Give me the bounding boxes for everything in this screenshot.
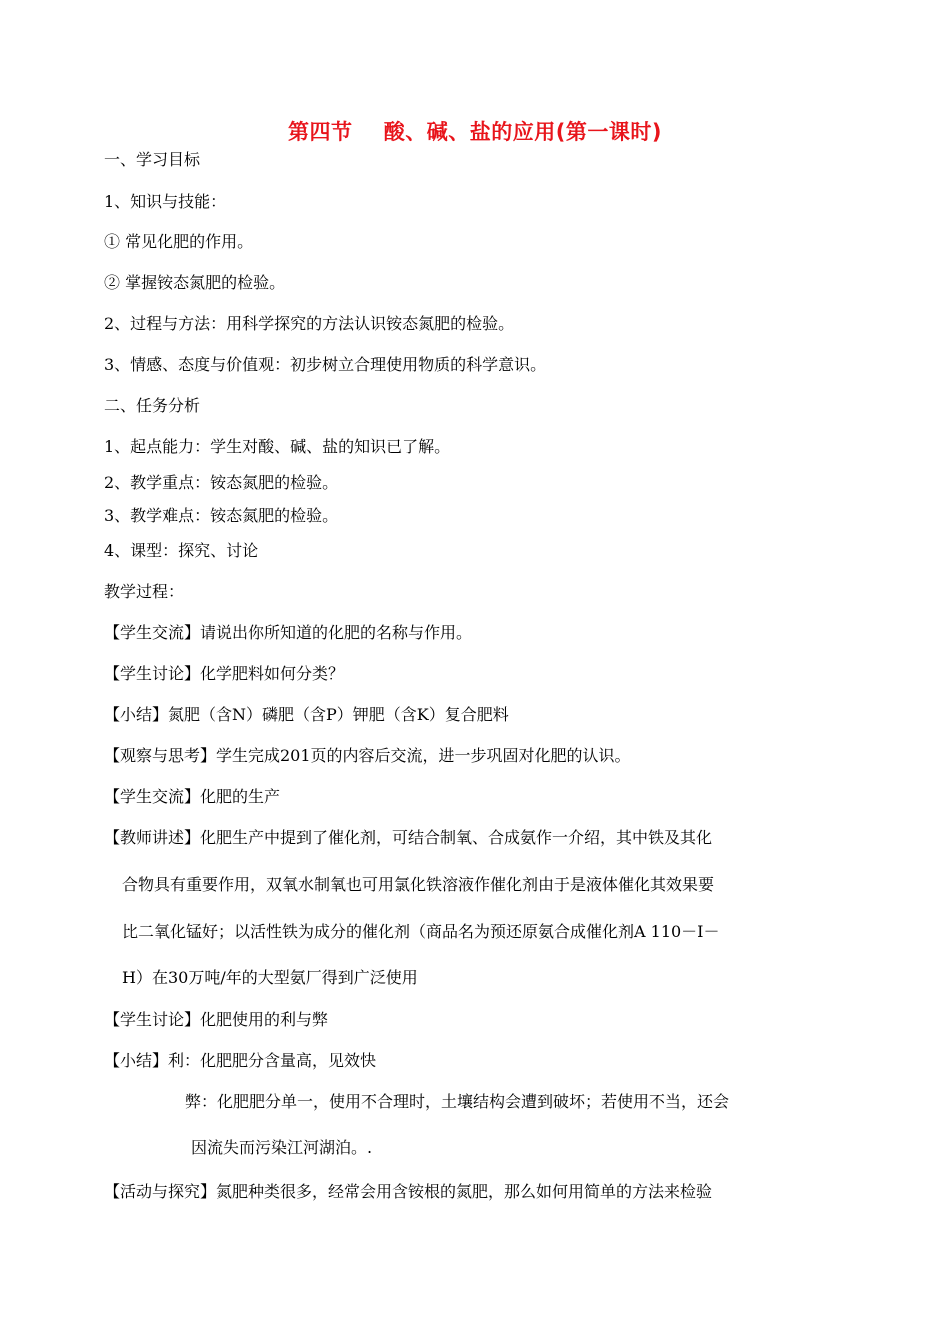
step-summary-pros: 【小结】利：化肥肥分含量高，见效快	[104, 1051, 377, 1070]
objective-knowledge-skills: 1、知识与技能：	[104, 192, 227, 211]
step-student-exchange: 【学生交流】请说出你所知道的化肥的名称与作用。	[104, 623, 473, 642]
summary-cons: 弊：化肥肥分单一，使用不合理时，土壤结构会遭到破坏；若使用不当，还会	[185, 1092, 730, 1111]
step-summary: 【小结】氮肥（含N）磷肥（含P）钾肥（含K）复合肥料	[104, 705, 509, 724]
teacher-narration-cont-3: H）在30万吨/年的大型氨厂得到广泛使用	[122, 968, 418, 987]
task-lesson-type: 4、课型：探究、讨论	[104, 541, 259, 560]
teaching-process-heading: 教学过程：	[104, 582, 185, 601]
objective-item-1: ① 常见化肥的作用。	[104, 232, 254, 251]
task-starting-ability: 1、起点能力：学生对酸、碱、盐的知识已了解。	[104, 437, 451, 456]
step-teacher-narration: 【教师讲述】化肥生产中提到了催化剂，可结合制氧、合成氨作一介绍，其中铁及其化	[104, 828, 713, 847]
step-observe-think: 【观察与思考】学生完成201页的内容后交流，进一步巩固对化肥的认识。	[104, 746, 631, 765]
summary-cons-cont: 因流失而污染江河湖泊。.	[191, 1138, 373, 1157]
teacher-narration-cont-2: 比二氧化锰好；以活性铁为成分的催化剂（商品名为预还原氨合成催化剂A 110－Ⅰ－	[122, 922, 720, 941]
step-discussion-pros-cons: 【学生讨论】化肥使用的利与弊	[104, 1010, 329, 1029]
section-heading-objectives: 一、学习目标	[104, 150, 201, 169]
step-activity-explore: 【活动与探究】氮肥种类很多，经常会用含铵根的氮肥，那么如何用简单的方法来检验	[104, 1182, 713, 1201]
teacher-narration-cont-1: 合物具有重要作用，双氧水制氧也可用氯化铁溶液作催化剂由于是液体催化其效果要	[122, 875, 715, 894]
task-key-point: 2、教学重点：铵态氮肥的检验。	[104, 473, 339, 492]
objective-item-2: ② 掌握铵态氮肥的检验。	[104, 273, 286, 292]
section-heading-task-analysis: 二、任务分析	[104, 396, 201, 415]
step-student-discussion: 【学生讨论】化学肥料如何分类？	[104, 664, 345, 683]
step-student-exchange-production: 【学生交流】化肥的生产	[104, 787, 281, 806]
task-difficulty: 3、教学难点：铵态氮肥的检验。	[104, 506, 339, 525]
page-title: 第四节 酸、碱、盐的应用(第一课时)	[288, 120, 662, 144]
objective-values: 3、情感、态度与价值观：初步树立合理使用物质的科学意识。	[104, 355, 547, 374]
objective-process-methods: 2、过程与方法：用科学探究的方法认识铵态氮肥的检验。	[104, 314, 515, 333]
